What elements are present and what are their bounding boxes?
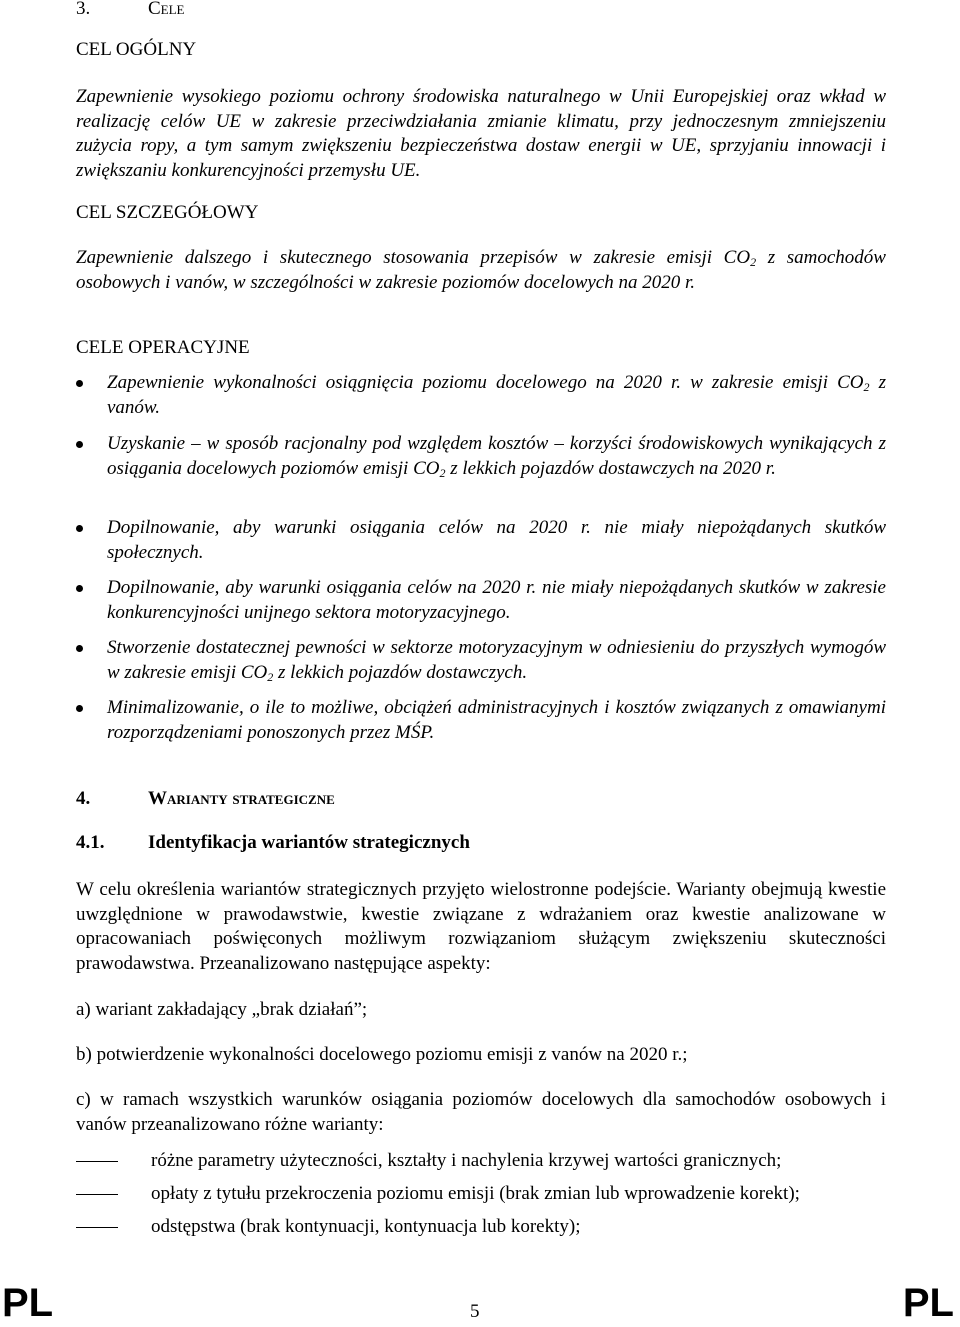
option-b: b) potwierdzenie wykonalności docelowego poziomu emisji z vanów na 2020 r.; [76,1044,688,1065]
subscript: 2 [863,380,870,394]
bullet-icon [76,441,83,448]
bullet-icon [76,380,83,387]
section-number: 4.1. [76,832,105,853]
general-objective-text: Zapewnienie wysokiego poziomu ochrony środowiska naturalnego w Unii Europejskiej oraz wkład w realizację celów UE w zakresie przeciwdziałania zmianie klimatu, przy jednoczesnym zmniejszeniu zużycia ropy, a tym samym zwiększeniu bezpieczeństwa dostaw energii w UE, sprzyjaniu innowacji i zwiększaniu konkurencyjności przemysłu UE. [76,86,886,181]
bullet-icon [76,525,83,532]
dash-icon [76,1161,118,1162]
text-part: z vanów. [107,372,886,418]
section-4-1-heading [76,832,470,854]
section-title: Identyfikacja wariantów strategicznych [148,832,470,853]
section-number: 4. [76,788,91,809]
text-part: Dopilnowanie, aby warunki osiągania celów na 2020 r. nie miały niepożądanych skutków społecznych. [107,517,886,563]
text-part: Stworzenie dostatecznej pewności w sektorze motoryzacyjnym w odniesieniu do przyszłych wymogów w zakresie emisji CO [107,637,886,683]
bullet-icon [76,705,83,712]
text-part: Minimalizowanie, o ile to możliwe, obciążeń administracyjnych i kosztów związanych z omawianymi rozporządzeniami ponoszonych przez MŚP. [107,697,886,743]
operational-objectives-heading: CELE OPERACYJNE [76,337,250,358]
general-objective-heading: CEL OGÓLNY [76,39,197,60]
text-part: z lekkich pojazdów dostawczych na 2020 r. [445,457,776,479]
bullet-icon [76,585,83,592]
specific-objective-heading: CEL SZCZEGÓŁOWY [76,202,259,223]
section-title: Warianty strategiczne [148,788,335,809]
text-part: Zapewnienie dalszego i skutecznego stosowania przepisów w zakresie emisji CO [76,247,751,268]
section-title: Cele [148,0,185,19]
list-item-text: opłaty z tytułu przekroczenia poziomu emisji (brak zmian lub wprowadzenie korekt); [151,1183,800,1204]
section-number: 3. [76,0,91,19]
page-number: 5 [470,1301,480,1322]
subscript: 2 [750,255,757,269]
footer-language-left: PL [2,1281,54,1325]
strategic-options-intro: W celu określenia wariantów strategicznych przyjęto wielostronne podejście. Warianty obejmują kwestie uwzględnione w prawodawstwie, kwestie związane z wdrażaniem oraz kwestie analizowane w opracowaniach poświęconych możliwym rozwiązaniom służącym zwiększeniu skuteczności prawodawstwa. Przeanalizowano następujące aspekty: [76,879,886,974]
text-part: Dopilnowanie, aby warunki osiągania celów na 2020 r. nie miały niepożądanych skutków w zakresie konkurencyjności unijnego sektora motoryzacyjnego. [107,577,886,623]
text-part: Zapewnienie wykonalności osiągnięcia poziomu docelowego na 2020 r. w zakresie emisji CO [107,372,864,393]
specific-objective-text [76,246,886,295]
section-3-heading [76,0,185,20]
footer-language-right: PL [902,1281,954,1325]
option-a: a) wariant zakładający „brak działań”; [76,999,368,1020]
option-c: c) w ramach wszystkich warunków osiągania poziomów docelowych dla samochodów osobowych i vanów przeanalizowano różne warianty: [76,1089,886,1135]
text-part: Uzyskanie – w sposób racjonalny pod względem kosztów – korzyści środowiskowych wynikających z osiągania docelowych poziomów emisji CO [107,433,886,479]
subscript: 2 [439,465,446,480]
list-item-text: odstępstwa (brak kontynuacji, kontynuacja lub korekty); [151,1216,581,1237]
bullet-icon [76,645,83,652]
section-4-heading [76,788,335,810]
dash-icon [76,1194,118,1195]
text-part: z lekkich pojazdów dostawczych. [273,661,528,683]
dash-icon [76,1227,118,1228]
subscript: 2 [267,669,274,684]
text-part: z samochodów osobowych i vanów, w szczególności w zakresie poziomów docelowych na 2020 r. [76,247,886,293]
list-item-text: różne parametry użyteczności, kształty i nachylenia krzywej wartości granicznych; [151,1150,782,1171]
